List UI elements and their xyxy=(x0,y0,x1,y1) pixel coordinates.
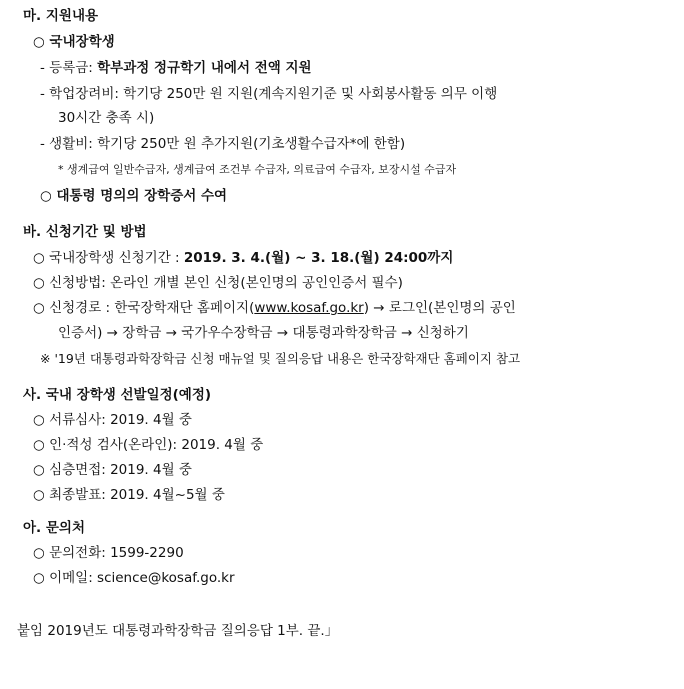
tuition-label: - 등록금: xyxy=(40,60,98,76)
contact-phone: ○ 문의전화: 1599-2290 xyxy=(33,545,184,561)
tuition-line xyxy=(40,58,312,78)
application-period-value: 2019. 3. 4.(월) ~ 3. 18.(월) 24:00까지 xyxy=(183,250,454,266)
section-title-contact: 아. 문의처 xyxy=(23,520,85,536)
kosaf-link[interactable]: www.kosaf.go.kr xyxy=(254,300,364,316)
living-expense-note: * 생계급여 일반수급자, 생계급여 조건부 수급자, 의료급여 수급자, 보장시설 수급자 xyxy=(58,163,457,176)
living-expense-line: - 생활비: 학기당 250만 원 추가지원(기초생활수급자*에 한함) xyxy=(40,136,406,152)
application-route-suffix: ) → 로그인(본인명의 공인 xyxy=(363,300,516,316)
application-route-line xyxy=(33,298,516,318)
reference-note: ※ '19년 대통령과학장학금 신청 매뉴얼 및 질의응답 내용은 한국장학재단 홈페이지 참고 xyxy=(40,351,521,366)
attachment-line: 붙임 2019년도 대통령과학장학금 질의응답 1부. 끝.」 xyxy=(17,623,339,639)
study-allowance-line: - 학업장려비: 학기당 250만 원 지원(계속지원기준 및 사회봉사활동 의무 이행 xyxy=(40,86,498,102)
section-title-application: 바. 신청기간 및 방법 xyxy=(23,224,147,240)
schedule-item-document: ○ 서류심사: 2019. 4월 중 xyxy=(33,412,192,428)
certificate-line: ○ 대통령 명의의 장학증서 수여 xyxy=(40,188,228,204)
section-title-schedule: 사. 국내 장학생 선발일정(예정) xyxy=(23,387,212,403)
study-allowance-line-2: 30시간 충족 시) xyxy=(58,110,155,126)
schedule-item-interview: ○ 심층면접: 2019. 4월 중 xyxy=(33,462,192,478)
application-period-line xyxy=(33,248,453,268)
schedule-item-announcement: ○ 최종발표: 2019. 4월~5월 중 xyxy=(33,487,225,503)
domestic-scholars-heading: ○ 국내장학생 xyxy=(33,34,115,50)
section-title-support: 마. 지원내용 xyxy=(23,8,99,24)
application-route-line-2: 인증서) → 장학금 → 국가우수장학금 → 대통령과학장학금 → 신청하기 xyxy=(58,325,469,341)
contact-email: ○ 이메일: science@kosaf.go.kr xyxy=(33,570,235,586)
application-route-prefix: ○ 신청경로 : 한국장학재단 홈페이지( xyxy=(33,300,255,316)
schedule-item-aptitude: ○ 인·적성 검사(온라인): 2019. 4월 중 xyxy=(33,437,264,453)
tuition-text: 학부과정 정규학기 내에서 전액 지원 xyxy=(97,60,312,76)
application-period-label: ○ 국내장학생 신청기간 : xyxy=(33,250,184,266)
application-method-line: ○ 신청방법: 온라인 개별 본인 신청(본인명의 공인인증서 필수) xyxy=(33,275,403,291)
